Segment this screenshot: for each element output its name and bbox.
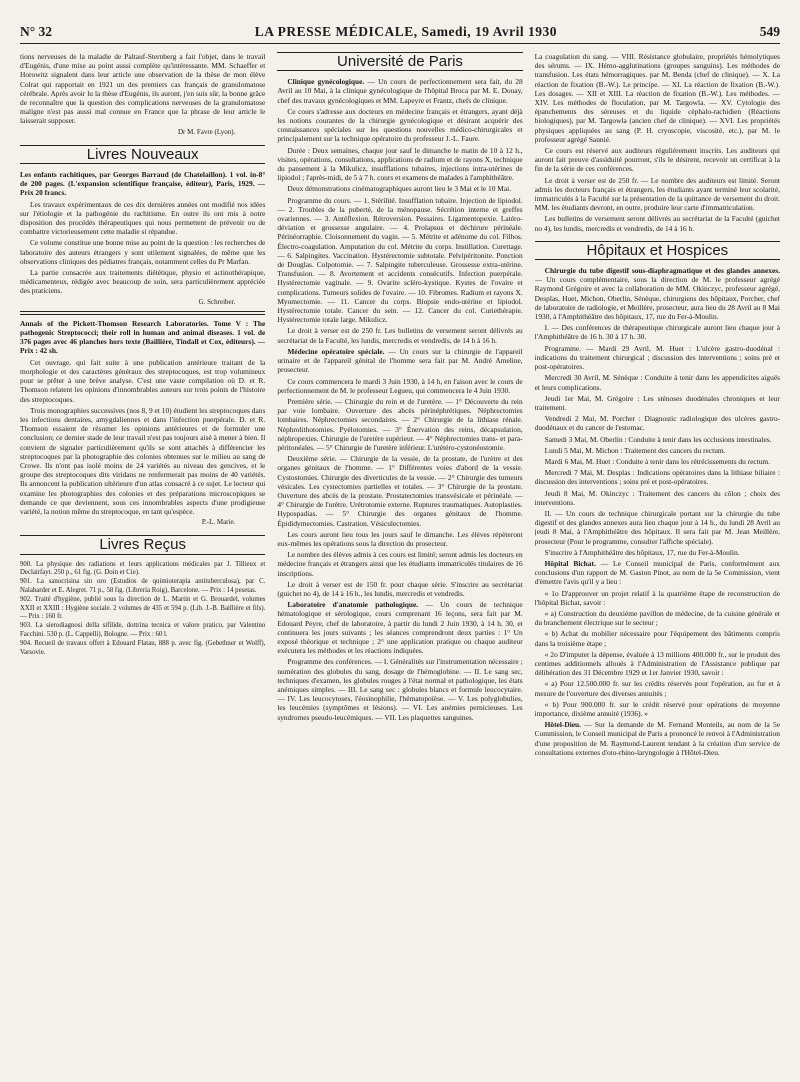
tube-paragraph: Jeudi 1er Mai, M. Grégoire : Les sténoses duodénales chroniques et leur traitement. — [534, 393, 780, 412]
medop-paragraph: Le nombre des élèves admis à ces cours est limité; seront admis les docteurs en médecine français et étrangers ainsi que les étudiants immatriculés titulaires de 16 inscriptions. — [277, 550, 523, 578]
column-left — [20, 52, 265, 1074]
tube-paragraph: Lundi 5 Mai, M. Michon : Traitement des cancers du rectum. — [544, 445, 726, 455]
bichat-paragraph: « b) Achat du mobilier nécessaire pour l'équipement des bâtiments compris dans la troisième étape ; — [534, 629, 780, 648]
divider — [20, 311, 265, 315]
tube-paragraph: Mercredi 7 Mai, M. Desplas : Indications opératoires dans la lithiase biliaire : discussion des interventions ; soins pré et post-opératoires. — [534, 468, 780, 487]
labo-paragraph: Programme des conférences. — I. Généralités sur l'instrumentation nécessaire ; numération des globules du sang, dosage de l'hémoglobine. — II. Le sang sec, techniques d'examen, les globules rouges à l'état normal et pathologique, les états anémiques simples. — III. Le sang sec : globules blancs et formule leucocytaire. — IV. Les leucocytoses, l'éosinophilie, l'hématopoïèse. — V. Les polyglobulies, les leucémies (symptômes et lésions). — VI. Les anémies pernicieuses. Les syndromes pseudo-leucémiques. — VII. Les plaquettes sanguines. — [277, 657, 523, 722]
tube-paragraph: Samedi 3 Mai, M. Oberlin : Conduite à tenir dans les occlusions intestinales. — [544, 434, 772, 444]
publication-title: LA PRESSE MÉDICALE, Samedi, 19 Avril 1930 — [254, 24, 558, 39]
medop-heading: Médecine opératoire spéciale. — [287, 346, 385, 356]
bichat-paragraph: « a) Pour 12.500.000 fr. sur les crédits réservés pour l'opération, au fur et à mesure de l'ouverture des diverses annuités ; — [534, 679, 780, 698]
tube-paragraph: Programme. — Mardi 29 Avril, M. Huet : L'ulcère gastro-duodénal : indications du traitement chirurgical ; discussion des interventions ; soins pré et post-opératoires. — [534, 343, 780, 372]
clinique-heading: Clinique gynécologique. — [287, 77, 365, 87]
labo-paragraph: Le droit à verser est de 250 fr. — Le nombre des auditeurs est limité. Seront admis les docteurs français et étrangers, les étudiants ayant terminé leur scolarité, immatriculés à la Faculté sur la présentation de la quittance de versement du droit. MM. les étudiants devront, en outre, produire leur carte d'immatriculation. — [534, 175, 780, 213]
book1-heading: Les enfants rachitiques, par Georges Barraud (de Chatelaillon). 1 vol. in-8° de 200 pages. (L'expansion scientifique française, éditeur), Paris, 1929. — Prix 20 francs. — [20, 170, 266, 198]
received-books-list — [20, 561, 265, 657]
intro-paragraph: tions nerveuses de la maladie de Paltauf-Sternberg a fait l'objet, dans le travail d'Eugénis, d'une mise au point aussi complète qu'intéressante. MM. Schaeffer et Horowitz signalent dans leur article une observation de la thèse de mon élève Colrat qui rapportait en 1921 un des premiers cas français de granulomatose cérébrale. Après avoir lu la thèse d'Eugénis, ils auront, j'en suis sûr, la bonne grâce de reconnaître que la question des complications nerveuses de la granulomatose maligne n'est pas aussi mal connue en France que la phrase de leur article le laisserait supposer. — [20, 52, 266, 126]
medop-paragraph: Le droit à verser est de 150 fr. pour chaque série. S'inscrire au secrétariat (guichet no 4), de 14 à 16 h., les lundis, mercredis et vendredis. — [277, 579, 523, 598]
section-title-hopitaux: Hôpitaux et Hospices — [535, 241, 780, 260]
labo-text: — Un cours de technique hématologique et sérologique, cours comprenant 16 leçons, sera fait par M. Edouard Peyre, chef de laboratoire, à partir du lundi 2 Juin 1930, à 14 h. 30, et continuera les jours suivants ; les séances comprendront deux parties : 1° Un exposé théorique et technique ; 2° une application pratique ou chaque auditeur exécutera les méthodes et les réactions indiquées. — [277, 600, 523, 656]
tube-paragraph: Jeudi 8 Mai, M. Okinczyc : Traitement des cancers du côlon ; choix des interventions. — [534, 488, 780, 507]
medop-paragraph: Première série. — Chirurgie du rein et de l'uretère. — 1° Découverte du rein par voie lombaire. Ouverture des abcès périnéphrétiques. Néphrectomies lombaires. Néphrectomies secondaires. — 2° Chirurgie de la lithiase rénale. Néphrolithotomies. Pyélotomies. — 3° Énervation des reins, décapsulation, néphropexies. Chirurgie de l'uretère supérieur. — 4° Néphrectomies trans- et para-péritonéales. — 5° Chirurgie de l'uretère inférieur. L'urétéro-cystonéostomie. — [277, 396, 523, 452]
clinique-paragraph: Ce cours s'adresse aux docteurs en médecine français et étrangers, ayant déjà les notions courantes de la chirurgie gynécologique et désirant acquérir des connaissances spéciales sur les questions nouvelles médico-chirurgicales et principalement sur la technique opératoire du professeur J.-L. Faure. — [277, 106, 523, 144]
labo-paragraph: Ce cours est réservé aux auditeurs régulièrement inscrits. Les auditeurs qui auront fait preuve d'assiduité pourront, s'ils le désirent, recevoir un certificat à la fin de la série de ces conférences. — [534, 146, 780, 174]
list-item: 900. La physique des radiations et leurs applications médicales par J. Tillieux et Declairfayt. 250 p., 61 fig. (G. Doin et Cie). — [20, 560, 266, 576]
hoteldieu-text: — Sur la demande de M. Fernand Monteils, au nom de la 5e Commission, le Conseil municipal de Paris a prononcé le renvoi à l'Administration d'une proposition de M. Raymond-Laurent tendant à la création d'un service de consultations externes d'oto-rhino-laryngologie à l'Hôtel-Dieu. — [534, 720, 780, 757]
book2-paragraph: Trois monographies successives (nos 8, 9 et 10) étudient les streptocoques dans les infections dentaires, amygdaliennes et dans l'infection puerpérale. D. et R. Thomson essaient de résumer les opinions antérieures et de formuler une conclusion; ce dernier stade de leur travail n'est pas toujours aisé à mener à bien. Il convient de signaler particulièrement qu'ils se sont attachés à différencier les streptocoques par la photographie des colonies obtenues sur le milieu au sang de Crowe. Ils n'ont pas isolé moins de 24 variétés au niveau des gencives, et le groupe des streptocoques dits viridans ne renfermerait pas moins de 40 variétés. Ils annoncent la publication ultérieure d'un atlas consacré à ce sujet. Le lecteur qui examine les photographies des colonies et des préparations microscopiques se demande ce que deviennent, sous ces innombrables aspects d'une prodigieuse variété, la notion même du streptocoque, en tant qu'espèce. — [20, 405, 266, 516]
clinique-paragraph: Le droit à verser est de 250 fr. Les bulletins de versement seront délivrés au secrétariat de la Faculté, les lundis, mercredis et vendredis, de 14 h à 16 h. — [277, 326, 523, 345]
bichat-heading: Hôpital Bichat. — [544, 558, 596, 568]
medop-paragraph: Les cours auront lieu tous les jours sauf le dimanche. Les élèves répèteront eux-mêmes les opérations sous la direction du prosecteur. — [277, 529, 523, 548]
clinique-paragraph: Durée : Deux semaines, chaque jour sauf le dimanche le matin de 10 à 12 h., visites, opérations, consultations, applications de radium et de rayons X, technique du pansement à la Mikulicz, insufflations tubaires, injections intra-utérines de lipiodol ; l'après-midi, de 5 à 7 h. cours et examens de malades à l'amphithéâtre. — [277, 145, 523, 183]
tube-paragraph: II. — Un cours de technique chirurgicale portant sur la chirurgie du tube digestif et des glandes annexes aura lieu chaque jour à 14 h., du lundi 28 Avril au jeudi 8 Mai, à l'Amphithéâtre des hôpitaux. Il sera fait par M. Jean Meillère, prosecteur (Pour le programme, consulter l'affiche spéciale). — [534, 508, 780, 546]
book2-paragraph: Cet ouvrage, qui fait suite à une publication antérieure traitant de la morphologie et des caractères généraux des streptocoques, est trop volumineux pour se prêter à une brève analyse. C'est une vaste compilation où D. et R. Thomson relatent les opinions d'innombrables auteurs sur trois points de l'histoire des streptocoques. — [20, 357, 266, 404]
clinique-programme: Programme du cours. — 1. Stérilité. Insufflation tubaire. Injection de lipiodol. — 2. Troubles de la puberté, de la ménopause. Sécrétion interne et greffes ovariennes. — 3. Antéflexion. Rétroversion. Pessaires. Ligamentopexie. Latéro-déviation et grossesse angulaire. — 4. Prolapsus et déchirure périnéale. Périnéorraphie. Cloisonnement du vagin. — 5. Métrite et adénome du col. Filhos. Électro-coagulation. Amputation du col. Métrite du corps. Instillation. Curettage. — 6. Salpingites. Vaccination. Hystérectomie subtotale. Pelvipéritonite. Ponction de Douglas. Colpotomie. — 7. Salpingite tuberculeuse. Grossesse extra-utérine. Transfusion. — 8. Avortement et accidents consécutifs. Infection puerpérale. Hystérectomie vaginale. — 9. Ovarite scléro-kystique. Kystes de l'ovaire et complications. Tumeurs solides de l'ovaire. — 10. Fibromes. Radium et rayons X. Myomectomie. — 11. Cancer du corps. Biopsie endo-utérine et lipiodol. Hystérectomie totale. Cancer du sein. — 12. Cancer du col. Curiethérapie. Hystérectomie totale large. Mikulicz. — [277, 195, 523, 325]
labo-continued: La coagulation du sang. — VIII. Résistance globulaire, propriétés hémolytiques des sérums. — IX. Hémo-agglutinations (groupes sanguins). Les méthodes de transfusion. Les états hémorragiques. par M. Benda (chef de clinique). — X. La réaction de fixation (B.-W.). Le principe. — XI. La réaction de fixation (B.-W.). Les dosages. — XII et XIII. La réaction de fixation (B.-W.). Les méthodes. — XIV. Les méthodes de floculation, par M. Targowla. — XV. Cytologie des épanchements des séreuses et du liquide céphalo-rachidien (Réactions biologiques), par M. Targowla (ancien chef de clinique). — XVI. Les propriétés physiques appliquées au sang (P. H. cryoscopie, viscosité, etc.), par M. le professeur agrégé Sannié. — [534, 52, 780, 144]
book2-signature: P.-L. Marie. — [201, 518, 236, 527]
page-number: 549 — [759, 24, 780, 39]
tube-paragraph: Vendredi 2 Mai, M. Porcher : Diagnostic radiologique des ulcères gastro-duodénaux et du cancer de l'estomac. — [534, 414, 780, 433]
section-title-livres-nouveaux: Livres Nouveaux — [20, 145, 265, 164]
list-item: 902. Traité d'hygiène, publié sous la direction de L. Martin et G. Brouardel, volumes XXII et XXIII : Hygiène sociale. 2 volumes de 435 et 594 p. (Lib. J.-B. Baillière et fils). — Prix : 160 fr. — [20, 596, 266, 620]
book1-paragraph: La partie consacrée aux traitements diététique, physio et actinothérapique, médicamenteux, rédigée avec beaucoup de soin, sera particulièrement appréciée des praticiens. — [20, 268, 266, 296]
tube-paragraph: Mardi 6 Mai, M. Huet : Conduite à tenir dans les rétrécissements du rectum. — [544, 456, 771, 466]
list-item: 904. Recueil de travaux offert à Edouard Flatau, 888 p. avec fig. (Gebethner et Wolff), Varsovie. — [20, 640, 266, 656]
labo-heading: Laboratoire d'anatomie pathologique. — [287, 600, 419, 610]
medop-text: — Un cours sur la chirurgie de l'appareil urinaire et de l'appareil génital de l'homme sera fait par M. André Ameline, prosecteur. — [277, 346, 523, 375]
book1-paragraph: Ce volume constitue une bonne mise au point de la question : les recherches de laboratoire des auteurs étrangers y sont utilement signalées, de même que les observations cliniques des pédiatres français, notamment celles du Pr Marfan. — [20, 238, 266, 266]
intro-signature: Dr M. Favre (Lyon). — [177, 127, 236, 136]
bichat-paragraph: « 2o D'imputer la dépense, évaluée à 13 millions 400.000 fr., sur le produit des centimes additionnels alloués à l'Administration de l'Assistance publique par délibération des 31 Décembre 1929 et 1er Janvier 1930, savoir : — [534, 649, 780, 678]
bichat-paragraph: « a) Construction du deuxième pavillon de médecine, de la cuisine générale et du branchement électrique sur le secteur ; — [534, 608, 780, 628]
tube-paragraph: Mercredi 30 Avril, M. Sénèque : Conduite à tenir dans les appendicites aiguës et leurs complications. — [534, 373, 780, 392]
labo-paragraph: Les bulletins de versement seront délivrés au secrétariat de la Faculté (guichet no 4), les lundis, mercredis et vendredis, de 14 à 16 h. — [534, 214, 780, 233]
tube-paragraph: S'inscrire à l'Amphithéâtre des hôpitaux, 17, rue du Fer-à-Moulin. — [544, 547, 740, 557]
tube-text: — Un cours complémentaire, sous la direction de M. le professeur agrégé Raymond Grégoire et avec la collaboration de MM. Okinczyc, professeur agrégé, Desplas, Huet, Michon, Oberlin, Sénèque, chirurgiens des hôpitaux, Porcher, chef de laboratoire de radiologie, et Meillère, prosecteur, aura lieu du 28 Avril au 8 Mai 1930, à l'Amphithéâtre des hôpitaux, 17, rue du Fer-à-Moulin. — [534, 275, 780, 322]
hoteldieu-heading: Hôtel-Dieu. — [544, 720, 581, 730]
issue-number: N° 32 — [20, 24, 53, 39]
column-middle — [277, 52, 522, 1074]
masthead — [20, 18, 780, 44]
bichat-paragraph: « 1o D'approuver un projet relatif à la quatrième étape de reconstruction de l'hôpital Bichat, savoir : — [534, 588, 780, 607]
list-item: 903. La sierodiagnosi della sifilide, dottrina tecnica et valore pratico, par Valentino Facchini. 530 p. (L. Cappelli), Bologne. — Prix : 60 l. — [20, 622, 266, 638]
column-right — [535, 52, 780, 1074]
list-item: 901. La sanocrisina sin oro (Estudios de quimioterapia antituberculosa), par C. Nalabarder et E. Alegret. 71 p., 58 fig. (Librería Roig), Barcelone. — Prix : 14 pesetas. — [20, 578, 266, 594]
medop-paragraph: Deuxième série. — Chirurgie de la vessie, de la prostate, de l'urètre et des organes génitaux de l'homme. — 1° Différentes voies d'abord de la vessie. Cystostomies. Chirurgie des diverticules de la vessie. — 2° Chirurgie des tumeurs vésicales. Les cystectomies partielles et totales. — 3° Chirurgie de la prostate. Ouverture des abcès de la prostate. Prostatectomies transvésicale et périnéale. — 4° Chirurgie de l'urètre. Urétrotomie externe. Ruptures traumatiques. Autoplasties. Hypospadias. — 5° Chirurgie des organes génitaux de l'homme. Épididymectomies. Castration. Vésiculectomies. — [277, 454, 523, 528]
clinique-paragraph: Deux démonstrations cinématographiques auront lieu le 3 Mai et le 10 Mai. — [287, 184, 512, 194]
book1-signature: G. Schreiber. — [198, 297, 236, 306]
bichat-text: — Le Conseil municipal de Paris, conformément aux conclusions d'un rapport de M. Gaston Pinot, au nom de la 5e Commission, vient d'émettre l'avis qu'il y a lieu : — [534, 558, 780, 587]
tube-paragraph: I. — Des conférences de thérapeutique chirurgicale auront lieu chaque jour à l'Amphithéâtre de 16 h. 30 à 17 h. 30. — [534, 323, 780, 342]
book1-paragraph: Les travaux expérimentaux de ces dix dernières années ont modifié nos idées sur l'étiologie et la pathogénie du rachitisme. En outre ils ont mis à notre disposition des procédés thérapeutiques qui nous permettent de prévenir ou de combattre victorieusement cette maladie si répandue. — [20, 199, 266, 237]
clinique-text: — Un cours de perfectionnement sera fait, du 28 Avril au 10 Mai, à la clinique gynécologique de l'hôpital Broca par M. E. Douay, chef des travaux gynécologiques et MM. Lapeyre et Frantz, chefs de clinique. — [277, 77, 523, 105]
tube-heading: Chirurgie du tube digestif sous-diaphragmatique et des glandes annexes. — [544, 266, 780, 276]
columns — [20, 52, 780, 1074]
section-title-universite: Université de Paris — [277, 52, 522, 71]
medop-paragraph: Ce cours commencera le mardi 3 Juin 1930, à 14 h, en l'aison avec le cours de perfectionnement de M. le professeur Legueu, qui commencera le 4 Juin 1930. — [277, 376, 523, 395]
book2-heading: Annals of the Pickett-Thomson Research Laboratories. Tome V : The pathogenic Streptococci; their roll in human and animal diseases. 1 vol. de 376 pages avec 46 planches hors texte (Baillière, Tindall et Cox, éditeurs). — Prix : 42 sh. — [20, 318, 266, 356]
bichat-paragraph: « b) Pour 900.000 fr. sur le crédit réservé pour opérations de moyenne importance, dixième annuité (1936). » — [534, 699, 780, 718]
section-title-livres-recus: Livres Reçus — [20, 535, 265, 554]
